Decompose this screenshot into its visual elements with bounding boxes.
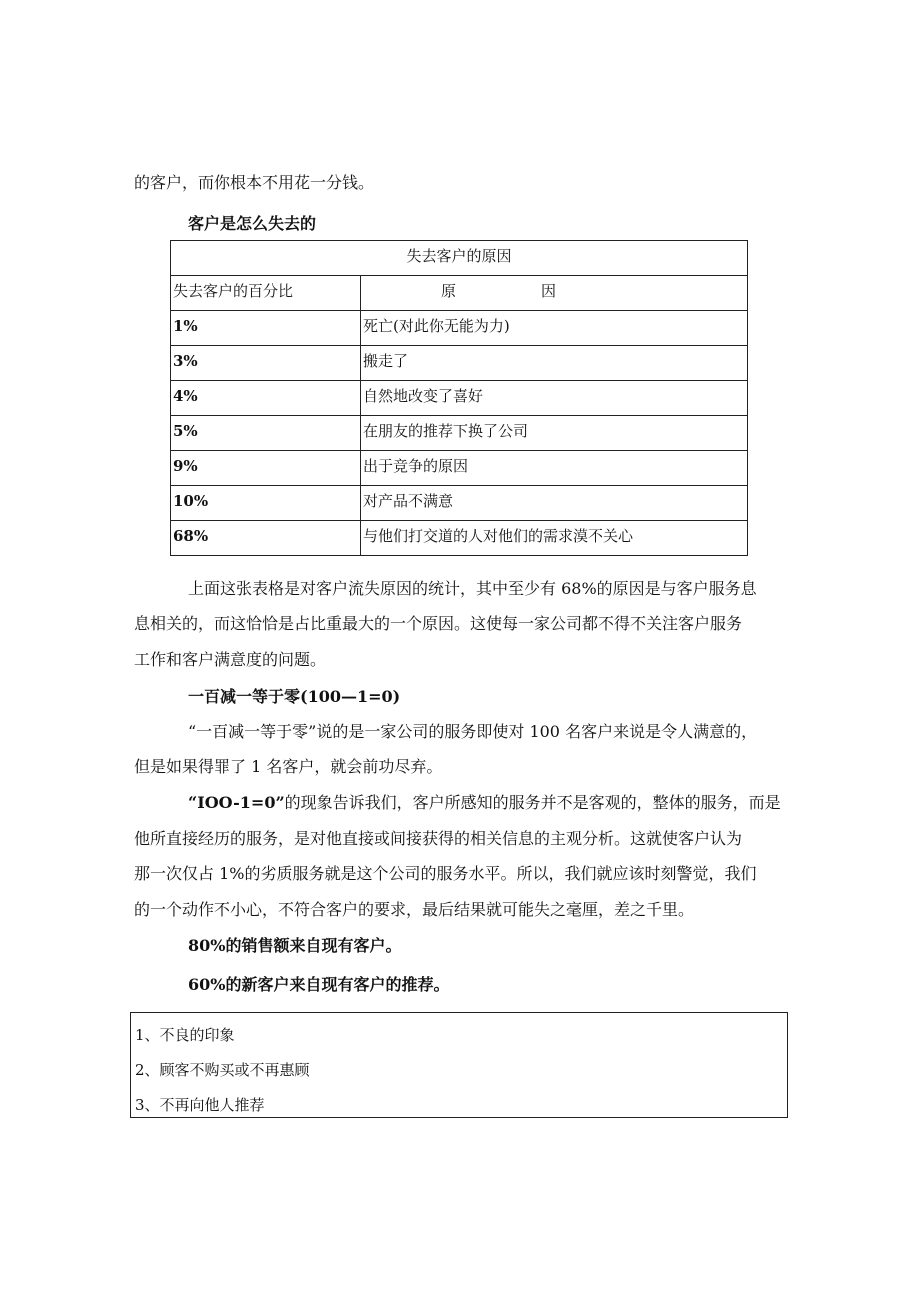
table-row — [171, 486, 748, 521]
row-percent: 9% — [171, 451, 361, 486]
table-row — [171, 521, 748, 556]
paragraph-2-line-2: 但是如果得罪了 1 名客户，就会前功尽弃。 — [134, 757, 443, 776]
column-header-reason — [361, 276, 748, 311]
row-reason: 与他们打交道的人对他们的需求漠不关心 — [361, 521, 748, 556]
stat-new-customers-referrals: 60%的新客户来自现有客户的推荐。 — [188, 975, 450, 994]
table-row — [171, 311, 748, 346]
section-heading-100-1: 一百减一等于零(100—1=0) — [188, 687, 401, 706]
paragraph-1-line-1: 上面这张表格是对客户流失原因的统计，其中至少有 68%的原因是与客户服务息 — [188, 579, 757, 598]
paragraph-3-line-1 — [188, 793, 781, 813]
table-row — [171, 346, 748, 381]
paragraph-3-bold-lead: “IOO-1=0” — [188, 793, 285, 812]
column-header-reason-2: 因 — [541, 282, 557, 300]
table-title: 失去客户的原因 — [171, 241, 748, 276]
list-item: 3、不再向他人推荐 — [135, 1096, 265, 1114]
row-percent: 68% — [171, 521, 361, 556]
intro-tail-text: 的客户，而你根本不用花一分钱。 — [134, 173, 375, 192]
row-percent: 4% — [171, 381, 361, 416]
table-row — [171, 416, 748, 451]
list-item: 2、顾客不购买或不再惠顾 — [135, 1061, 310, 1079]
row-reason: 搬走了 — [361, 346, 748, 381]
stat-sales-existing-customers: 80%的销售额来自现有客户。 — [188, 936, 402, 955]
row-reason: 出于竞争的原因 — [361, 451, 748, 486]
table-header-row — [171, 276, 748, 311]
row-reason: 死亡(对此你无能为力) — [361, 311, 748, 346]
row-percent: 1% — [171, 311, 361, 346]
row-reason: 对产品不满意 — [361, 486, 748, 521]
table-row — [171, 381, 748, 416]
row-percent: 3% — [171, 346, 361, 381]
paragraph-1-line-3: 工作和客户满意度的问题。 — [134, 650, 327, 669]
consequences-box — [130, 1012, 788, 1118]
paragraph-3-line-2: 他所直接经历的服务，是对他直接或间接获得的相关信息的主观分析。这就使客户认为 — [134, 829, 743, 848]
table-heading: 客户是怎么失去的 — [188, 214, 317, 233]
row-reason: 自然地改变了喜好 — [361, 381, 748, 416]
row-reason: 在朋友的推荐下换了公司 — [361, 416, 748, 451]
paragraph-3-line-1-text: 的现象告诉我们，客户所感知的服务并不是客观的，整体的服务，而是 — [284, 793, 781, 812]
paragraph-3-line-3: 那一次仅占 1%的劣质服务就是这个公司的服务水平。所以，我们就应该时刻警觉，我们 — [134, 864, 757, 883]
list-item: 1、不良的印象 — [135, 1026, 235, 1044]
column-header-reason-1: 原 — [441, 282, 457, 300]
row-percent: 10% — [171, 486, 361, 521]
paragraph-1-line-2: 息相关的，而这恰恰是占比重最大的一个原因。这使每一家公司都不得不关注客户服务 — [134, 614, 743, 633]
table-title-row — [171, 241, 748, 276]
column-header-percent: 失去客户的百分比 — [171, 276, 361, 311]
customer-loss-table — [170, 240, 748, 556]
row-percent: 5% — [171, 416, 361, 451]
paragraph-2-line-1: “一百减一等于零”说的是一家公司的服务即使对 100 名客户来说是令人满意的， — [188, 722, 758, 741]
paragraph-3-line-4: 的一个动作不小心，不符合客户的要求，最后结果就可能失之毫厘，差之千里。 — [134, 900, 695, 919]
table-row — [171, 451, 748, 486]
